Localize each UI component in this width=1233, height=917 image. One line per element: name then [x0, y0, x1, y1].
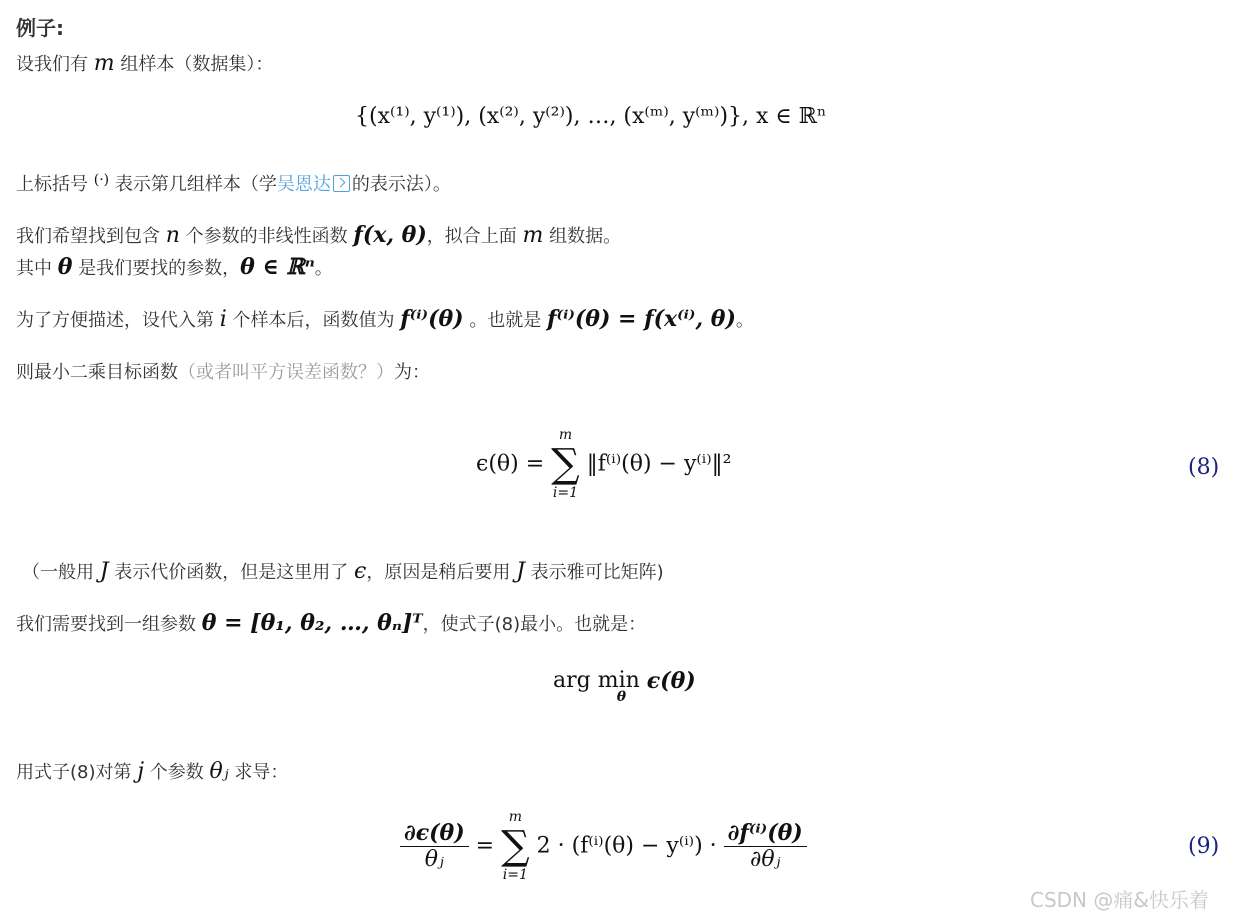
- text: 为：: [394, 362, 430, 383]
- eq9-body: 2 · (f⁽ⁱ⁾(θ) − y⁽ⁱ⁾) ·: [536, 833, 717, 859]
- sum-upper: m: [558, 427, 573, 443]
- sum-operator: [551, 428, 580, 500]
- math-superscript: (·): [93, 172, 110, 188]
- text: 个参数的非线性函数: [185, 226, 348, 247]
- paragraph-superscript-note: [16, 170, 451, 196]
- equation-number-9: (9): [1188, 834, 1220, 859]
- equation-number-8: (8): [1188, 455, 1220, 480]
- text: 我们希望找到包含: [16, 226, 160, 247]
- argmin-body: ϵ(θ): [646, 668, 696, 694]
- text: 是我们要找的参数，: [78, 258, 241, 279]
- sum-symbol: ∑: [551, 441, 580, 487]
- paragraph-minimize: [16, 610, 646, 636]
- math-theta: θ: [57, 254, 73, 280]
- sum-lower: i=1: [502, 867, 528, 883]
- equation-argmin: [553, 668, 696, 705]
- paragraph-objective: [16, 358, 430, 384]
- sum-lower: i=1: [552, 485, 579, 501]
- text: 表示雅可比矩阵): [530, 562, 664, 583]
- text: 组样本（数据集）：: [120, 54, 274, 75]
- text: 表示第几组样本（学: [114, 174, 277, 195]
- text: ，拟合上面: [426, 226, 517, 247]
- math-J: J: [516, 559, 525, 584]
- paragraph-derivative: [16, 758, 288, 784]
- text: 个样本后，函数值为: [232, 310, 395, 331]
- text: 表示代价函数，但是这里用了: [114, 562, 349, 583]
- math-epsilon: ϵ: [354, 559, 367, 584]
- math-theta-domain: θ ∈ ℝⁿ: [240, 254, 315, 280]
- math-theta-vector: θ = [θ₁, θ₂, …, θₙ]ᵀ: [201, 610, 423, 636]
- equation-9: [400, 810, 807, 882]
- text: 上标括号: [16, 174, 88, 195]
- text: 。也就是: [469, 310, 542, 331]
- fraction-denominator: ∂θⱼ: [749, 847, 781, 872]
- text: 其中: [16, 258, 52, 279]
- sum-symbol: ∑: [501, 823, 530, 869]
- eq8-lhs: ϵ(θ) =: [476, 451, 545, 477]
- text: 为了方便描述，设代入第: [16, 310, 214, 331]
- equals-sign: =: [475, 833, 495, 859]
- argmin-subscript: θ: [616, 689, 627, 705]
- paragraph-cost-note: [22, 558, 664, 584]
- math-function: f(x, θ): [353, 222, 427, 248]
- text: 。: [314, 258, 333, 279]
- gray-note: （或者叫平方误差函数？）: [178, 362, 394, 383]
- math-m: m: [93, 51, 115, 76]
- text: 组数据。: [549, 226, 622, 247]
- math-n: n: [165, 223, 180, 248]
- text: 求导：: [234, 762, 289, 783]
- fraction-numerator: ∂ϵ(θ): [400, 820, 469, 847]
- paragraph-dataset: [16, 50, 273, 76]
- argmin-operator: [553, 668, 640, 705]
- eq8-rhs: ‖f⁽ⁱ⁾(θ) − y⁽ⁱ⁾‖²: [586, 451, 732, 477]
- text: 用式子(8)对第: [16, 762, 132, 783]
- text: 我们需要找到一组参数: [16, 614, 196, 635]
- paragraph-theta: [16, 254, 333, 280]
- text: 的表示法）。: [351, 174, 451, 195]
- math-J: J: [99, 559, 109, 584]
- text: 设我们有: [16, 54, 88, 75]
- paragraph-function-value: [16, 306, 754, 332]
- math-fi-definition: f⁽ⁱ⁾(θ) = f(x⁽ⁱ⁾, θ): [547, 306, 736, 332]
- equation-dataset: {(x⁽¹⁾, y⁽¹⁾), (x⁽²⁾, y⁽²⁾), …, (x⁽ᵐ⁾, y⁽ᵐ⁾)}, x ∈ ℝⁿ: [355, 104, 827, 129]
- andrew-ng-link[interactable]: 吴恩达: [276, 174, 331, 195]
- argmin-text: arg min: [553, 668, 640, 693]
- math-theta-j: θⱼ: [209, 759, 229, 784]
- text: ，原因是稍后要用: [366, 562, 511, 583]
- text: （一般用: [22, 562, 94, 583]
- fraction-numerator: ∂f⁽ⁱ⁾(θ): [724, 820, 807, 847]
- math-fi: f⁽ⁱ⁾(θ): [400, 306, 464, 332]
- math-j: j: [137, 759, 145, 784]
- external-link-icon[interactable]: [333, 175, 350, 192]
- sum-operator: [501, 810, 530, 882]
- math-i: i: [219, 307, 227, 332]
- math-m: m: [522, 223, 544, 248]
- equation-8: [476, 428, 731, 500]
- section-heading: 例子:: [16, 16, 64, 40]
- fraction-lhs: [400, 820, 469, 872]
- sum-upper: m: [508, 809, 522, 825]
- watermark: CSDN @痛&快乐着: [1030, 888, 1209, 912]
- fraction-denominator: θⱼ: [424, 847, 444, 872]
- text: 。: [735, 310, 754, 331]
- fraction-rhs: [724, 820, 807, 872]
- text: 则最小二乘目标函数: [16, 362, 178, 383]
- text: 个参数: [149, 762, 204, 783]
- text: ，使式子(8)最小。也就是：: [422, 614, 647, 635]
- paragraph-goal: [16, 222, 621, 248]
